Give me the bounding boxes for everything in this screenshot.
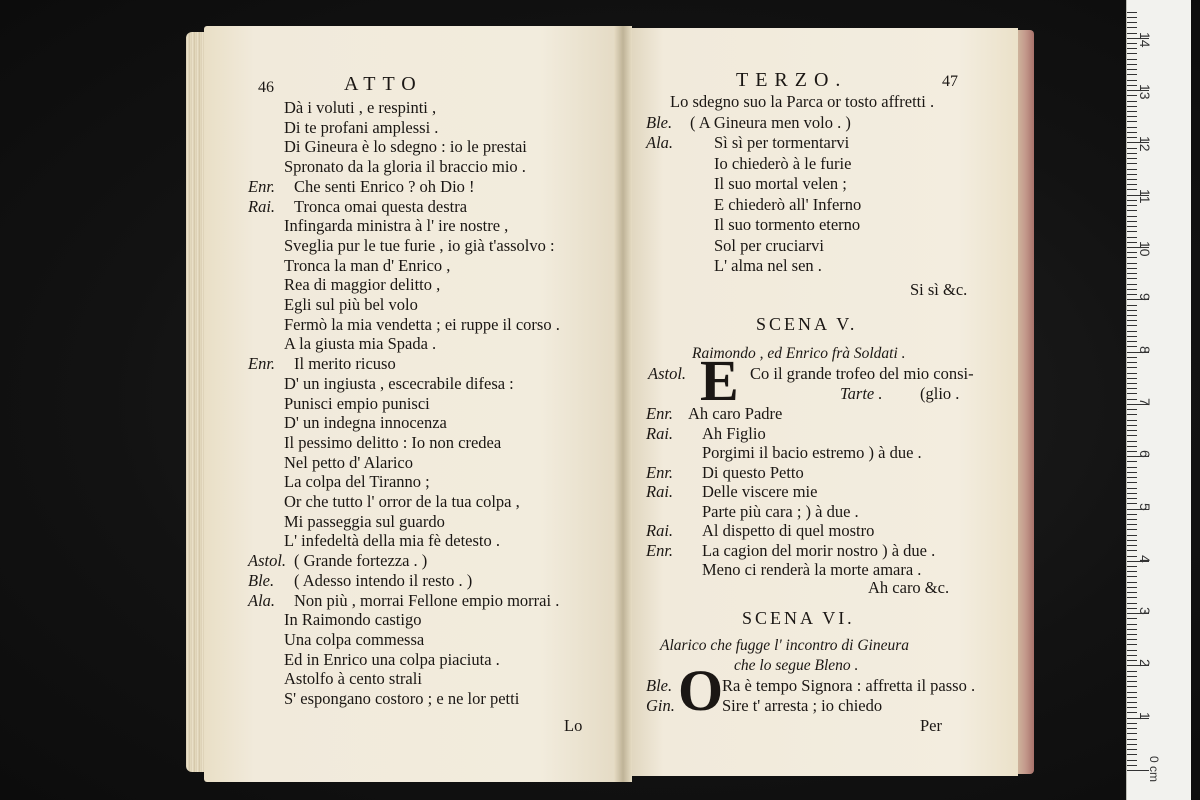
ruler-tick — [1127, 362, 1137, 363]
ruler-tick — [1127, 137, 1137, 138]
text-line: E chiederò all' Inferno — [714, 194, 862, 214]
ruler-tick — [1127, 22, 1137, 23]
ruler-tick — [1127, 441, 1137, 442]
ruler-tick — [1127, 341, 1137, 342]
ruler-tick — [1127, 305, 1137, 306]
ruler-tick — [1127, 59, 1137, 60]
text-line: Dà i voluti , e respinti , — [284, 98, 437, 117]
ruler-tick — [1127, 681, 1137, 682]
ruler-tick — [1127, 702, 1137, 703]
text-line: S' espongano costoro ; e ne lor petti — [284, 689, 520, 708]
ruler-tick — [1127, 618, 1137, 619]
ruler-tick — [1127, 53, 1137, 54]
ruler-tick — [1127, 472, 1137, 473]
text-line: Ah Figlio — [702, 423, 766, 443]
text-line: Al dispetto di quel mostro — [702, 521, 875, 540]
ruler-tick — [1127, 27, 1137, 28]
ruler-tick — [1127, 571, 1137, 572]
ruler-tick — [1127, 148, 1137, 149]
ruler-tick — [1127, 174, 1137, 175]
speaker-label: Ble. — [646, 676, 673, 695]
text-line: Di Gineura è lo sdegno : io le prestai — [284, 137, 527, 157]
ruler-tick — [1127, 545, 1137, 546]
ruler-tick — [1127, 221, 1137, 222]
speaker-label: Rai. — [248, 196, 276, 216]
ruler-tick — [1127, 739, 1137, 740]
ruler-tick — [1127, 200, 1137, 201]
ruler-tick — [1127, 294, 1137, 295]
ruler-tick — [1127, 582, 1137, 583]
ruler-tick — [1127, 64, 1137, 65]
ruler-tick — [1127, 325, 1137, 326]
ruler-tick — [1127, 671, 1137, 672]
page-number: 46 — [258, 79, 274, 96]
text-line: Fermò la mia vendetta ; ei ruppe il corso . — [284, 314, 560, 334]
text-line: Di questo Petto — [702, 462, 804, 482]
text-line: Nel petto d' Alarico — [284, 452, 413, 472]
text-line: D' un ingiusta , escecrabile difesa : — [284, 373, 514, 393]
ruler-tick — [1127, 210, 1137, 211]
ruler-tick — [1127, 268, 1137, 269]
ruler-tick — [1127, 12, 1137, 13]
ruler-tick — [1127, 320, 1137, 321]
ruler-tick — [1127, 744, 1137, 745]
ruler-tick — [1127, 169, 1137, 170]
ruler-label: 10 — [1137, 241, 1153, 257]
ruler-label: 2 — [1137, 659, 1153, 668]
text-line: Lo sdegno suo la Parca or tosto affretti . — [670, 92, 935, 111]
ruler-label: 12 — [1137, 136, 1153, 152]
text-line: Non più , morrai Fellone empio morrai . — [294, 590, 560, 610]
ruler-tick — [1127, 650, 1137, 651]
text-line: Io chiederò à le furie — [714, 153, 852, 173]
speaker-label: Ala. — [646, 133, 674, 152]
measuring-ruler — [1126, 0, 1191, 800]
text-line: Or che tutto l' orror de la tua colpa , — [284, 492, 520, 511]
text-line: Sveglia pur le tue furie , io già t'assolvo : — [284, 235, 555, 255]
text-line: Tarte . — [840, 384, 883, 403]
scene-subtitle: che lo segue Bleno . — [734, 657, 859, 674]
gutter — [614, 26, 632, 782]
text-line: La cagion del morir nostro ) à due . — [702, 540, 936, 560]
ruler-tick — [1127, 451, 1137, 452]
ruler-tick — [1127, 728, 1137, 729]
ruler-tick — [1127, 503, 1137, 504]
ruler-tick — [1127, 760, 1137, 761]
catchword: Lo — [564, 716, 583, 735]
ruler-tick — [1127, 576, 1137, 577]
ruler-label: 5 — [1137, 502, 1153, 511]
ruler-tick — [1127, 655, 1137, 656]
ruler-tick — [1127, 252, 1137, 253]
text-line: Ed in Enrico una colpa piaciuta . — [284, 649, 500, 669]
ruler-unit: 0 cm — [1147, 756, 1161, 783]
ruler-tick — [1127, 226, 1137, 227]
ruler-tick — [1127, 263, 1137, 264]
ruler-tick — [1127, 74, 1137, 75]
running-head: ATTO — [344, 73, 423, 95]
speaker-label: Enr. — [248, 354, 276, 374]
ruler-tick — [1127, 765, 1137, 766]
speaker-label: Gin. — [646, 696, 675, 715]
ruler-tick — [1127, 346, 1137, 347]
ruler-tick — [1127, 550, 1137, 551]
text-line: Astolfo à cento strali — [284, 669, 422, 689]
speaker-label: Ble. — [646, 112, 673, 132]
ruler-tick — [1127, 644, 1137, 645]
drop-cap: O — [678, 658, 724, 723]
ruler-tick — [1127, 629, 1137, 630]
ruler-tick — [1127, 639, 1137, 640]
ruler-tick — [1127, 477, 1137, 478]
ruler-tick — [1127, 80, 1137, 81]
text-line: In Raimondo castigo — [284, 610, 422, 630]
ruler-tick — [1127, 697, 1137, 698]
ruler-tick — [1127, 393, 1137, 394]
ruler-tick — [1127, 749, 1137, 750]
ruler-tick — [1127, 676, 1137, 677]
text-line: Il suo mortal velen ; — [714, 174, 847, 193]
speaker-label: Ala. — [248, 590, 276, 610]
refrain-line: Ah caro &c. — [868, 578, 950, 597]
text-line: Di te profani amplessi . — [284, 117, 439, 137]
ruler-tick — [1127, 493, 1137, 494]
speaker-label: Enr. — [646, 462, 674, 482]
ruler-tick — [1127, 686, 1137, 687]
text-line: Porgimi il bacio estremo ) à due . — [702, 443, 922, 462]
ruler-tick — [1127, 179, 1137, 180]
ruler-label: 8 — [1137, 345, 1153, 354]
ruler-tick — [1127, 121, 1137, 122]
text-line: Una colpa commessa — [284, 629, 425, 649]
text-line: L' infedeltà della mia fè detesto . — [284, 531, 501, 551]
ruler-tick — [1127, 278, 1137, 279]
ruler-tick — [1127, 378, 1137, 379]
page-number: 47 — [942, 73, 958, 90]
text-line: Il merito ricuso — [294, 354, 396, 374]
text-line: A la giusta mia Spada . — [284, 334, 437, 354]
text-line: ( A Gineura men volo . ) — [690, 112, 851, 132]
ruler-tick — [1127, 273, 1137, 274]
scene-title: SCENA V. — [756, 314, 858, 334]
ruler-tick — [1127, 111, 1137, 112]
ruler-tick — [1127, 357, 1137, 358]
speaker-label: Astol. — [648, 364, 687, 383]
refrain-line: Si sì &c. — [910, 280, 968, 299]
speaker-label: Astol. — [248, 551, 287, 571]
ruler-label: 13 — [1137, 84, 1153, 100]
ruler-tick — [1127, 524, 1137, 525]
text-line: Tronca la man d' Enrico , — [284, 255, 451, 275]
ruler-tick — [1127, 289, 1137, 290]
ruler-tick — [1127, 430, 1137, 431]
text-line: La colpa del Tiranno ; — [284, 472, 430, 492]
ruler-label: 9 — [1137, 293, 1153, 302]
ruler-tick — [1127, 116, 1137, 117]
text-line: Il pessimo delitto : Io non credea — [284, 432, 502, 452]
ruler-tick — [1127, 101, 1137, 102]
speaker-label: Rai. — [646, 521, 674, 540]
ruler-tick — [1127, 514, 1137, 515]
ruler-tick — [1127, 535, 1137, 536]
ruler-tick — [1127, 257, 1137, 258]
ruler-tick — [1127, 425, 1137, 426]
ruler-label: 7 — [1137, 397, 1153, 406]
ruler-tick — [1127, 733, 1137, 734]
ruler-tick — [1127, 43, 1137, 44]
ruler-tick — [1127, 754, 1137, 755]
ruler-tick — [1127, 310, 1137, 311]
ruler-tick — [1127, 712, 1137, 713]
text-line: Ah caro Padre — [688, 404, 783, 423]
ruler-tick — [1127, 336, 1137, 337]
ruler-tick — [1127, 189, 1137, 190]
ruler-tick — [1127, 33, 1137, 34]
speaker-label: Rai. — [646, 482, 674, 501]
ruler-tick — [1127, 17, 1137, 18]
ruler-tick — [1127, 634, 1137, 635]
ruler-tick — [1127, 566, 1137, 567]
ruler-tick — [1127, 556, 1137, 557]
text-line: Rea di maggior delitto , — [284, 275, 441, 295]
ruler-tick — [1127, 446, 1137, 447]
ruler-tick — [1127, 158, 1137, 159]
ruler-tick — [1127, 184, 1137, 185]
ruler-tick — [1127, 608, 1137, 609]
ruler-tick — [1127, 420, 1137, 421]
right-page — [624, 28, 1018, 776]
ruler-label: 6 — [1137, 450, 1153, 458]
speaker-label: Enr. — [248, 176, 276, 196]
ruler-label: 14 — [1137, 31, 1153, 48]
open-book — [186, 20, 1034, 782]
ruler-tick — [1127, 529, 1137, 530]
text-line: Spronato da la gloria il braccio mio . — [284, 157, 526, 177]
scene-subtitle: Raimondo , ed Enrico frà Soldati . — [692, 345, 906, 362]
ruler-tick — [1127, 770, 1149, 771]
ruler-tick — [1127, 284, 1137, 285]
ruler-tick — [1127, 414, 1137, 415]
ruler-tick — [1127, 660, 1137, 661]
ruler-tick — [1127, 587, 1137, 588]
ruler-tick — [1127, 707, 1137, 708]
text-line: (glio . — [920, 384, 960, 403]
ruler-tick — [1127, 367, 1137, 368]
text-line: Sol per cruciarvi — [714, 235, 824, 255]
ruler-tick — [1127, 205, 1137, 206]
ruler-tick — [1127, 231, 1137, 232]
ruler-tick — [1127, 498, 1137, 499]
ruler-tick — [1127, 153, 1137, 154]
text-line: Punisci empio punisci — [284, 393, 430, 413]
text-line: ( Grande fortezza . ) — [294, 551, 428, 571]
ruler-tick — [1127, 85, 1137, 86]
ruler-tick — [1127, 592, 1137, 593]
speaker-label: Rai. — [646, 423, 674, 443]
ruler-tick — [1127, 242, 1137, 243]
ruler-tick — [1127, 95, 1137, 96]
catchword: Per — [920, 716, 942, 735]
ruler-tick — [1127, 482, 1137, 483]
text-line: Che senti Enrico ? oh Dio ! — [294, 176, 475, 196]
ruler-tick — [1127, 388, 1137, 389]
ruler-label: 4 — [1137, 554, 1153, 563]
text-line: ( Adesso intendo il resto . ) — [294, 570, 473, 590]
text-line: Meno ci renderà la morte amara . — [702, 560, 922, 579]
speaker-label: Ble. — [248, 570, 275, 590]
ruler-tick — [1127, 461, 1137, 462]
ruler-tick — [1127, 373, 1137, 374]
text-line: Sire t' arresta ; io chiedo — [722, 696, 883, 715]
text-line: Egli sul più bel volo — [284, 295, 418, 314]
speaker-label: Enr. — [646, 404, 674, 423]
running-head: TERZO. — [736, 69, 848, 91]
text-line: Delle viscere mie — [702, 482, 818, 501]
ruler-tick — [1127, 163, 1137, 164]
ruler-tick — [1127, 315, 1137, 316]
ruler-tick — [1127, 488, 1137, 489]
ruler-tick — [1127, 106, 1137, 107]
scene-title: SCENA VI. — [742, 608, 855, 628]
ruler-tick — [1127, 409, 1137, 410]
text-line: L' alma nel sen . — [714, 256, 822, 275]
scene-subtitle: Alarico che fugge l' incontro di Gineura — [660, 637, 909, 654]
text-line: D' un indegna innocenza — [284, 413, 447, 433]
text-line: Parte più cara ; ) à due . — [702, 501, 859, 521]
ruler-tick — [1127, 723, 1137, 724]
ruler-tick — [1127, 216, 1137, 217]
ruler-tick — [1127, 603, 1137, 604]
text-line: Il suo tormento eterno — [714, 215, 861, 234]
ruler-tick — [1127, 69, 1137, 70]
ruler-tick — [1127, 435, 1137, 436]
ruler-tick — [1127, 519, 1137, 520]
text-line: Mi passeggia sul guardo — [284, 511, 445, 531]
ruler-tick — [1127, 692, 1137, 693]
ruler-tick — [1127, 540, 1137, 541]
text-line: Tronca omai questa destra — [294, 196, 468, 216]
ruler-tick — [1127, 624, 1137, 625]
left-page — [204, 26, 624, 782]
ruler-label: 11 — [1137, 188, 1153, 204]
text-line: Co il grande trofeo del mio consi- — [750, 364, 974, 383]
text-line: Infingarda ministra à l' ire nostre , — [284, 216, 509, 236]
ruler-tick — [1127, 597, 1137, 598]
ruler-tick — [1127, 331, 1137, 332]
ruler-tick — [1127, 132, 1137, 133]
speaker-label: Enr. — [646, 540, 674, 560]
ruler-tick — [1127, 467, 1137, 468]
text-line: Ra è tempo Signora : affretta il passo . — [722, 676, 976, 695]
ruler-tick — [1127, 399, 1137, 400]
drop-cap: E — [700, 348, 739, 413]
ruler-tick — [1127, 237, 1137, 238]
text-line: Sì sì per tormentarvi — [714, 133, 850, 152]
ruler-tick — [1127, 127, 1137, 128]
ruler-label: 1 — [1137, 711, 1153, 720]
ruler-label: 3 — [1137, 607, 1153, 615]
ruler-tick — [1127, 383, 1137, 384]
ruler-tick — [1127, 48, 1137, 49]
